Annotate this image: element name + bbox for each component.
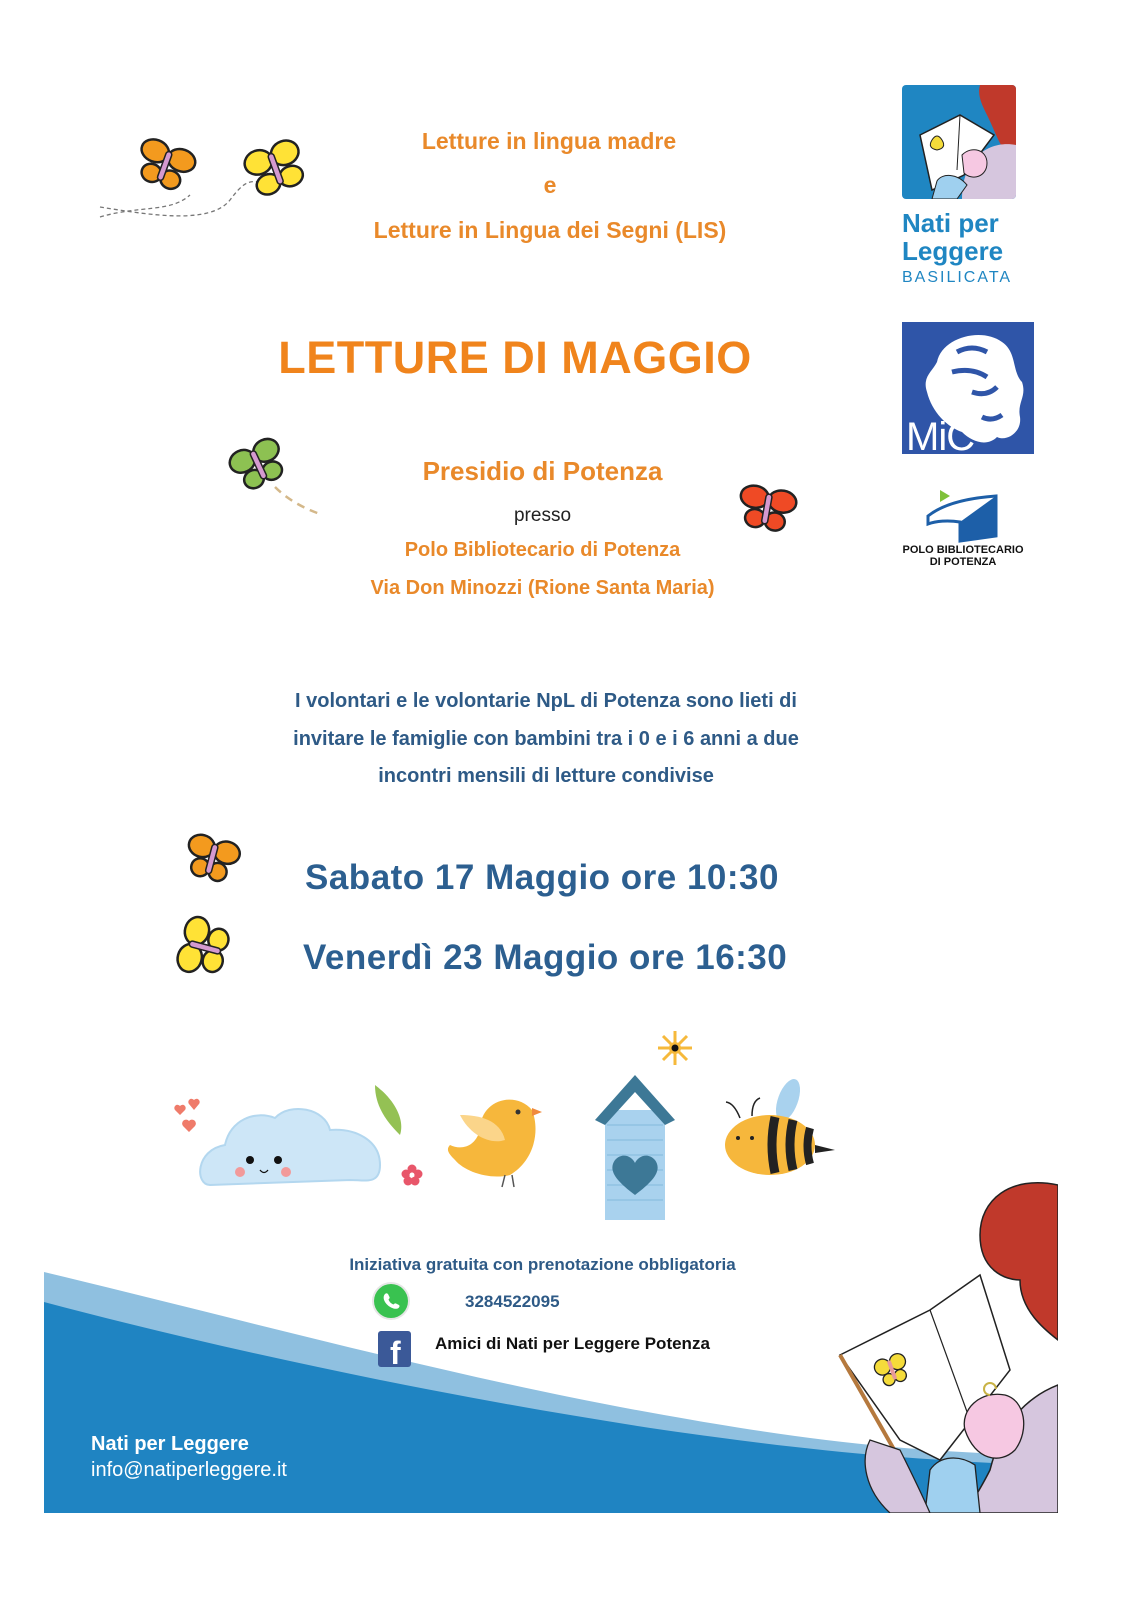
whatsapp-icon[interactable] (374, 1284, 408, 1318)
polo-logo-line-2: DI POTENZA (929, 556, 997, 568)
bird-icon (448, 1100, 542, 1187)
sunflower-icon (658, 1031, 692, 1065)
npl-logo-line-1: Nati per (902, 208, 999, 238)
birdhouse-icon (595, 1075, 675, 1220)
footer-email[interactable]: info@natiperleggere.it (91, 1459, 287, 1481)
facebook-page-name[interactable]: Amici di Nati per Leggere Potenza (435, 1334, 710, 1353)
page-title: LETTURE DI MAGGIO (278, 332, 752, 383)
invitation-line-1: I volontari e le volontarie NpL di Potenza sono lieti di (295, 690, 797, 712)
header-line-2: e (543, 172, 557, 198)
footer-org-name: Nati per Leggere (91, 1433, 249, 1455)
spring-illustrations (160, 1020, 860, 1220)
npl-logo-region: BASILICATA (902, 269, 1013, 286)
hearts-icon (174, 1099, 199, 1132)
library-building-icon (898, 486, 1028, 544)
event-date-1: Sabato 17 Maggio ore 10:30 (305, 858, 779, 897)
butterfly-orange-icon (180, 828, 245, 888)
header-line-1: Letture in lingua madre (421, 128, 677, 154)
npl-reading-illustration (902, 85, 1016, 199)
presso-label: presso (513, 505, 572, 526)
mic-logo (902, 322, 1034, 454)
phone-number[interactable]: 3284522095 (465, 1292, 560, 1311)
booking-notice: Iniziativa gratuita con prenotazione obbligatoria (349, 1255, 736, 1274)
event-date-2: Venerdì 23 Maggio ore 16:30 (303, 938, 788, 977)
npl-logo-line-2: Leggere (902, 236, 1004, 266)
mic-logo-text: MiC (906, 415, 975, 454)
bee-icon (725, 1076, 835, 1175)
cloud-icon (200, 1109, 380, 1185)
presidio-label: Presidio di Potenza (422, 456, 663, 486)
invitation-line-3: incontri mensili di letture condivise (378, 765, 714, 787)
butterfly-yellow-icon (168, 912, 238, 982)
facebook-icon[interactable]: f (378, 1331, 411, 1367)
polo-bibliotecario-logo (898, 486, 1028, 568)
venue-address: Via Don Minozzi (Rione Santa Maria) (370, 577, 715, 599)
venue-name: Polo Bibliotecario di Potenza (404, 539, 681, 561)
header-line-3: Letture in Lingua dei Segni (LIS) (373, 217, 727, 243)
mother-reading-illustration (830, 1170, 1058, 1513)
invitation-line-2: invitare le famiglie con bambini tra i 0 e i 6 anni a due (293, 728, 799, 750)
npl-basilicata-logo (902, 85, 1022, 287)
polo-logo-line-1: POLO BIBLIOTECARIO (902, 544, 1024, 556)
